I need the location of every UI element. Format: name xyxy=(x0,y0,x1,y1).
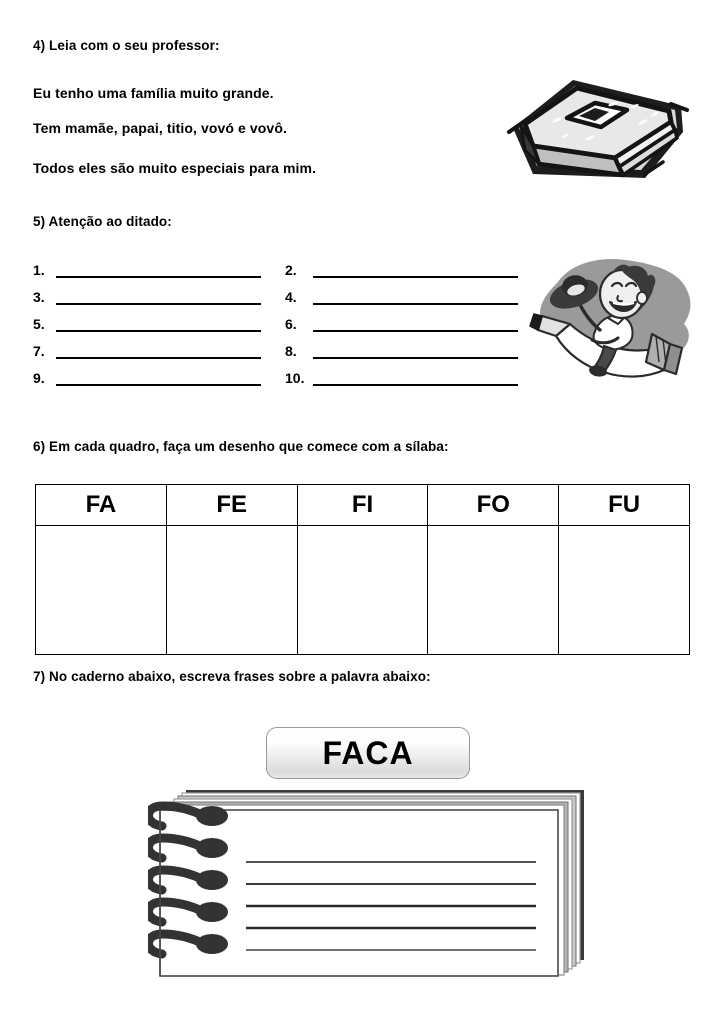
dictation-blank-line[interactable] xyxy=(313,288,518,305)
dictation-row[interactable] xyxy=(33,366,261,386)
word-card-faca[interactable] xyxy=(266,727,470,779)
dictation-blank-line[interactable] xyxy=(56,369,261,386)
drawing-cell[interactable] xyxy=(36,526,167,655)
exercise-5-title: 5) Atenção ao ditado: xyxy=(33,214,172,229)
exercise-4-line-1: Eu tenho uma família muito grande. xyxy=(33,85,274,101)
dictation-number: 4. xyxy=(285,289,297,305)
dictation-blank-line[interactable] xyxy=(56,315,261,332)
dictation-row[interactable] xyxy=(285,312,518,332)
drawing-cell[interactable] xyxy=(559,526,690,655)
table-header-cell: FI xyxy=(297,485,428,526)
dictation-number: 2. xyxy=(285,262,297,278)
dictation-number: 9. xyxy=(33,370,45,386)
drawing-cell[interactable] xyxy=(428,526,559,655)
drawing-cell[interactable] xyxy=(166,526,297,655)
dictation-number: 3. xyxy=(33,289,45,305)
exercise-6-title: 6) Em cada quadro, faça um desenho que comece com a sílaba: xyxy=(33,439,449,454)
dictation-number: 5. xyxy=(33,316,45,332)
dictation-number: 1. xyxy=(33,262,45,278)
dictation-blank-line[interactable] xyxy=(313,315,518,332)
exercise-4-line-2: Tem mamãe, papai, titio, vovó e vovô. xyxy=(33,120,287,136)
dictation-blank-line[interactable] xyxy=(313,369,518,386)
dictation-row[interactable] xyxy=(33,312,261,332)
dictation-blank-line[interactable] xyxy=(313,342,518,359)
table-header-cell: FO xyxy=(428,485,559,526)
dictation-row[interactable] xyxy=(285,366,518,386)
dictation-blank-line[interactable] xyxy=(56,261,261,278)
drawing-cell[interactable] xyxy=(297,526,428,655)
dictation-row[interactable] xyxy=(33,285,261,305)
table-header-cell: FA xyxy=(36,485,167,526)
syllable-drawing-table xyxy=(35,484,690,655)
book-icon xyxy=(495,66,695,196)
dictation-blank-line[interactable] xyxy=(313,261,518,278)
exercise-7-title: 7) No caderno abaixo, escreva frases sobre a palavra abaixo: xyxy=(33,669,431,684)
dictation-blank-line[interactable] xyxy=(56,288,261,305)
exercise-4-line-3: Todos eles são muito especiais para mim. xyxy=(33,160,317,176)
exercise-4-title: 4) Leia com o seu professor: xyxy=(33,38,220,53)
dictation-number: 8. xyxy=(285,343,297,359)
dictation-number: 10. xyxy=(285,370,305,386)
table-header-cell: FE xyxy=(166,485,297,526)
dictation-number: 7. xyxy=(33,343,45,359)
dictation-row[interactable] xyxy=(285,339,518,359)
word-card-label: FACA xyxy=(322,734,414,771)
dictation-row[interactable] xyxy=(285,258,518,278)
spiral-notebook-icon xyxy=(148,788,598,983)
dictation-blank-line[interactable] xyxy=(56,342,261,359)
table-header-row xyxy=(36,485,690,526)
dictation-number: 6. xyxy=(285,316,297,332)
dictation-row[interactable] xyxy=(33,339,261,359)
boy-on-pencil-icon xyxy=(518,252,704,398)
dictation-row[interactable] xyxy=(33,258,261,278)
table-header-cell: FU xyxy=(559,485,690,526)
dictation-answer-grid xyxy=(33,258,523,386)
dictation-row[interactable] xyxy=(285,285,518,305)
table-row xyxy=(36,526,690,655)
